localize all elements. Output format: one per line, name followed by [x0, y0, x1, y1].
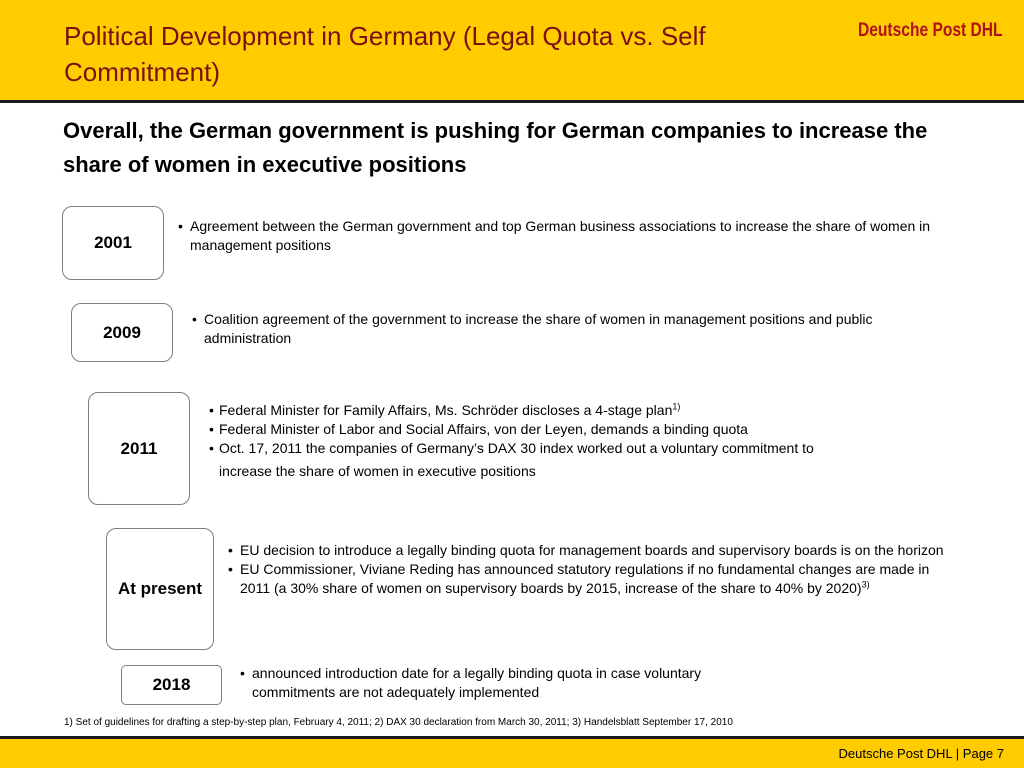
page-number: Deutsche Post DHL | Page 7: [838, 746, 1004, 761]
bullet-item: • EU decision to introduce a legally binding quota for management boards and supervisory boards is on the horizon: [226, 541, 986, 560]
footnote-ref: 1): [672, 401, 681, 412]
bullet-list-2001: [176, 217, 966, 255]
bullet-list-2009: [190, 310, 880, 348]
bullet-item: • Federal Minister of Labor and Social Affairs, von der Leyen, demands a binding quota: [209, 420, 909, 439]
slide-title: Political Development in Germany (Legal Quota vs. Self Commitment): [64, 21, 706, 87]
bullet-item: • Agreement between the German government and top German business associations to increase the share of women in management positions: [176, 217, 966, 255]
bullet-item: • Coalition agreement of the government to increase the share of women in management positions and public administration: [190, 310, 880, 348]
bullet-item: [209, 401, 909, 420]
bullet-continuation: increase the share of women in executive positions: [219, 463, 536, 479]
bullet-item: [226, 560, 961, 598]
year-box-present: At present: [106, 528, 214, 650]
bullet-list-2011: [209, 401, 909, 481]
header-bar: [0, 0, 1024, 103]
bullet-text: EU Commissioner, Viviane Reding has announced statutory regulations if no fundamental changes are made in 2011 (a 30% share of women on supervisory boards by 2015, increase of the share to 40% by 2020): [240, 561, 930, 596]
headline: Overall, the German government is pushing for German companies to increase the share of women in executive positions: [63, 118, 928, 177]
year-box-2009: 2009: [71, 303, 173, 362]
company-logo: Deutsche Post DHL: [858, 20, 1003, 41]
bullet-list-2018: [238, 664, 708, 702]
bullet-item: • announced introduction date for a legally binding quota in case voluntary commitments are not adequately implemented: [238, 664, 708, 702]
footnote: 1) Set of guidelines for drafting a step-by-step plan, February 4, 2011; 2) DAX 30 declaration from March 30, 2011; 3) Handelsblatt September 17, 2010: [64, 717, 733, 728]
year-box-2001: 2001: [62, 206, 164, 280]
bullet-list-present: [226, 541, 986, 598]
footnote-ref: 3): [861, 579, 870, 590]
year-box-2018: 2018: [121, 665, 222, 705]
year-box-2011: 2011: [88, 392, 190, 505]
footer-bar: [0, 736, 1024, 768]
bullet-text: Federal Minister for Family Affairs, Ms. Schröder discloses a 4-stage plan: [219, 402, 673, 418]
bullet-item: • Oct. 17, 2011 the companies of Germany’s DAX 30 index worked out a voluntary commitment to: [209, 439, 909, 458]
